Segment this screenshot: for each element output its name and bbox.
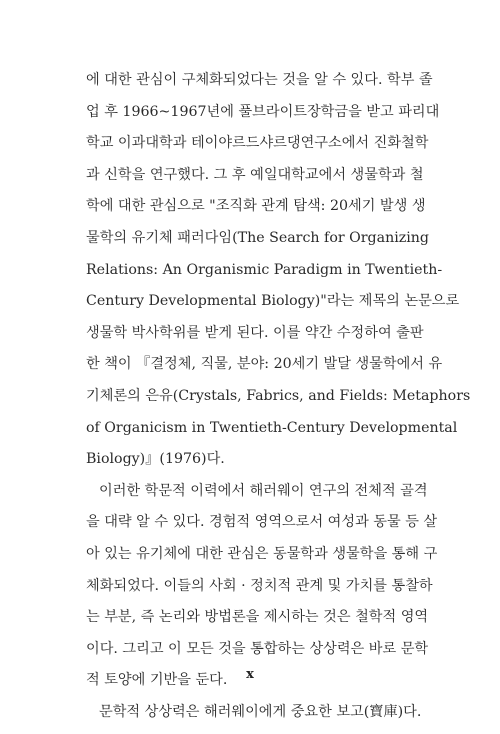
text-line: 업 후 1966~1967년에 풀브라이트장학금을 받고 파리대 (86, 103, 440, 120)
text-line: 을 대략 알 수 있다. 경험적 영역으로서 여성과 동물 등 살 (86, 514, 438, 531)
text-line: of Organicism in Twentieth-Century Developmental (86, 419, 458, 436)
text-line: 아 있는 유기체에 대한 관심은 동물학과 생물학을 통해 구 (86, 545, 438, 562)
text-line: Century Developmental Biology)"라는 제목의 논문으로 (86, 293, 460, 310)
text-line: 이러한 학문적 이력에서 해러웨이 연구의 전체적 골격 (99, 482, 428, 499)
text-line: Relations: An Organismic Paradigm in Twentieth- (86, 261, 443, 278)
text-line: 체화되었다. 이들의 사회 · 정치적 관계 및 가치를 통찰하 (86, 577, 433, 594)
text-line: 이다. 그리고 이 모든 것을 통합하는 상상력은 바로 문학 (86, 640, 429, 657)
text-line: 학에 대한 관심으로 "조직화 관계 탐색: 20세기 발생 생 (86, 198, 426, 215)
text-line: Biology)』(1976)다. (86, 451, 225, 468)
text-line: 물학의 유기체 패러다임(The Search for Organizing (86, 229, 430, 246)
text-line: 문학적 상상력은 해러웨이에게 중요한 보고(寶庫)다. (99, 703, 422, 720)
text-line: 기체론의 은유(Crystals, Fabrics, and Fields: Metaphors (86, 387, 471, 404)
body-text (86, 65, 471, 728)
text-line: 학교 이과대학과 테이야르드샤르댕연구소에서 진화철학 (86, 135, 429, 152)
text-line: 한 책이 『결정체, 직물, 분야: 20세기 발달 생물학에서 유 (86, 356, 443, 373)
page-number: x (246, 667, 254, 682)
text-line: 에 대한 관심이 구체화되었다는 것을 알 수 있다. 학부 졸 (86, 72, 433, 88)
text-line: 과 신학을 연구했다. 그 후 예일대학교에서 생물학과 철 (86, 166, 424, 183)
text-line: 적 토양에 기반을 둔다. (86, 672, 228, 689)
text-line: 는 부분, 즉 논리와 방법론을 제시하는 것은 철학적 영역 (86, 609, 429, 626)
text-line: 생물학 박사학위를 받게 된다. 이를 약간 수정하여 출판 (86, 324, 424, 341)
